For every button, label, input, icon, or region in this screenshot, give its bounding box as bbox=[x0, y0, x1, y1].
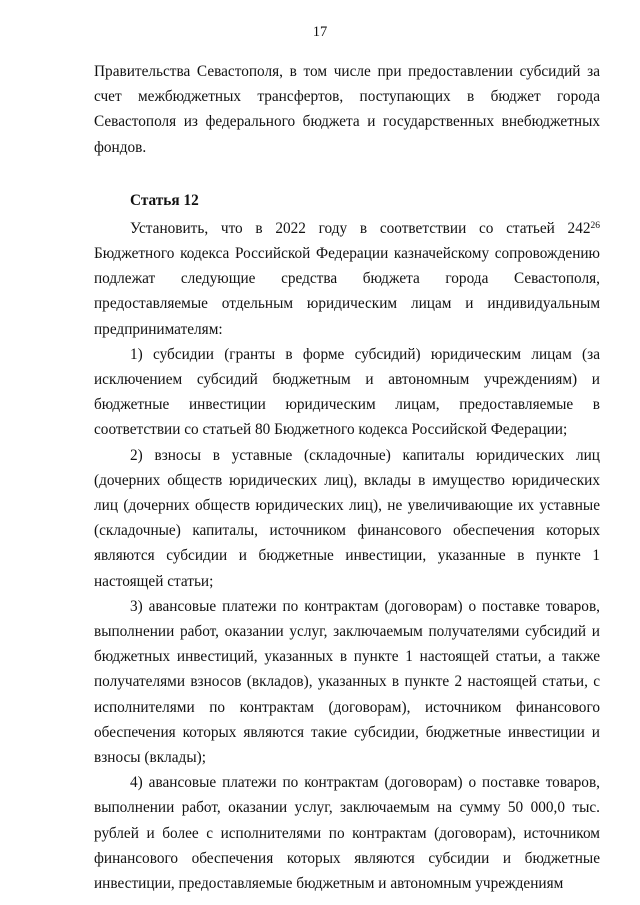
intro-text-before: Установить, что в 2022 году в соответствии со статьей 242 bbox=[130, 219, 591, 237]
list-item-2: 2) взносы в уставные (складочные) капиталы юридических лиц (дочерних обществ юридических лиц), вклады в имущество юридических лиц (дочерних обществ юридических лиц), не увеличивающие их уставные (складочные) капиталы, источником финансового обеспечения которых являются субсидии и бюджетные инвестиции, указанные в пункте 1 настоящей статьи; bbox=[94, 446, 600, 590]
article-heading: Статья 12 bbox=[130, 191, 199, 209]
list-item-1: 1) субсидии (гранты в форме субсидий) юридическим лицам (за исключением субсидий бюджетным и автономным учреждениям) и бюджетные инвестиции юридическим лицам, предоставляемые в соответствии со статьей 80 Бюджетного кодекса Российской Федерации; bbox=[94, 345, 600, 439]
list-item-3: 3) авансовые платежи по контрактам (договорам) о поставке товаров, выполнении работ, оказании услуг, заключаемым получателями субсидий и бюджетных инвестиций, указанных в пункте 1 настоящей статьи, а также получателями взносов (вкладов), указанных в пункте 2 настоящей статьи, с исполнителями по контрактам (договорам), источником финансового обеспечения которых являются такие субсидии, бюджетные инвестиции и взносы (вклады); bbox=[94, 597, 600, 767]
document-body bbox=[94, 59, 600, 896]
page-number: 17 bbox=[312, 24, 328, 40]
article-number-superscript: 26 bbox=[590, 220, 600, 231]
list-item-4: 4) авансовые платежи по контрактам (договорам) о поставке товаров, выполнении работ, оказании услуг, заключаемым на сумму 50 000,0 тыс. рублей и более с исполнителями по контрактам (договорам), источником финансового обеспечения которых являются субсидии и бюджетные инвестиции, предоставляемые бюджетным и автономным учреждениям bbox=[94, 774, 600, 893]
intro-paragraph bbox=[94, 216, 600, 342]
continuation-paragraph: Правительства Севастополя, в том числе при предоставлении субсидий за счет межбюджетных трансфертов, поступающих в бюджет города Севастополя из федерального бюджета и государственных внебюджетных фондов. bbox=[94, 63, 600, 156]
intro-text-after: Бюджетного кодекса Российской Федерации казначейскому сопровождению подлежат следующие средства бюджета города Севастополя, предоставляемые отдельным юридическим лицам и индивидуальным предпринимателям: bbox=[94, 245, 600, 338]
